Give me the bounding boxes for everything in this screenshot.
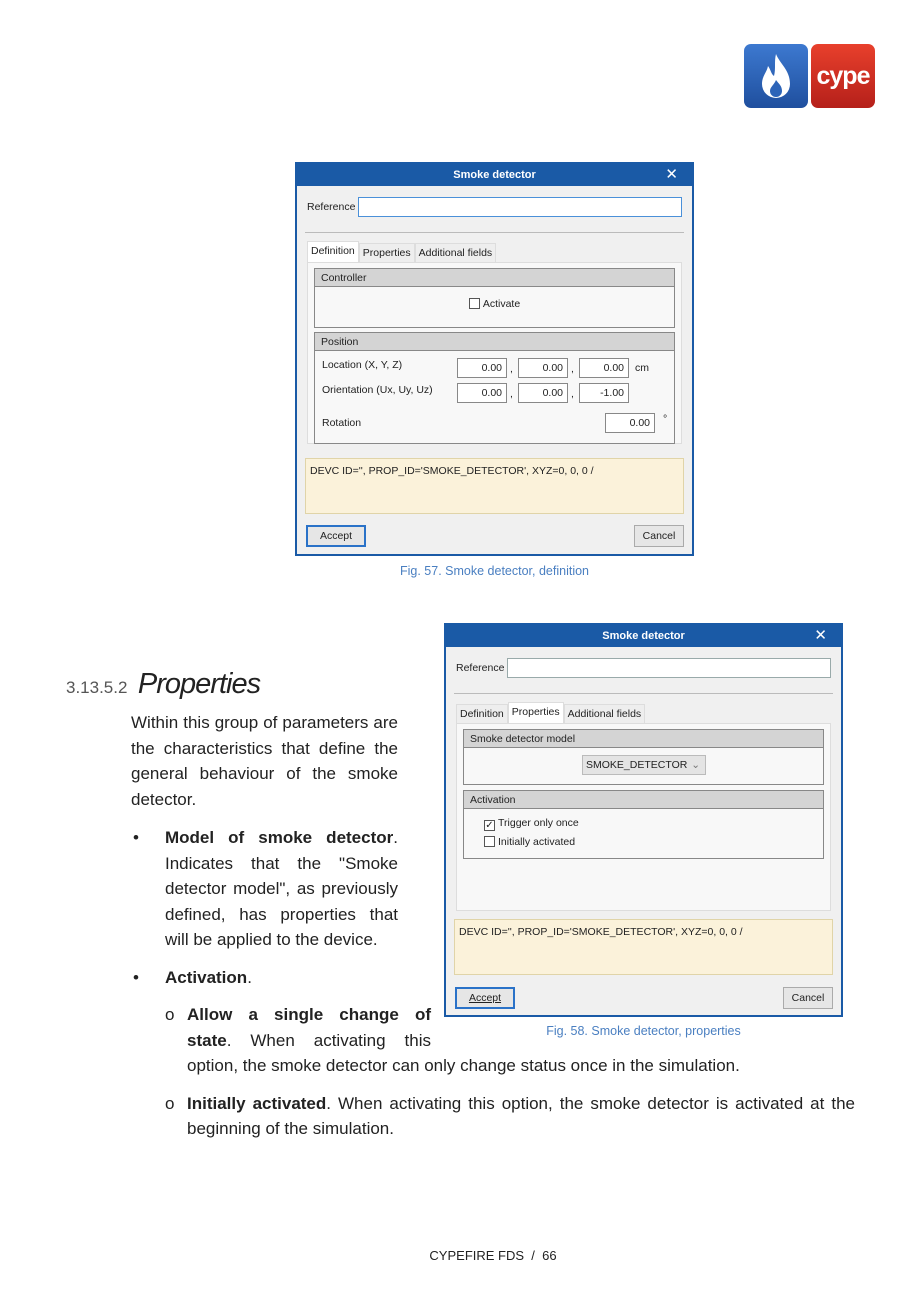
bullet-bold: Initially activated: [187, 1093, 327, 1113]
reference-label: Reference: [456, 662, 505, 674]
cancel-button[interactable]: Cancel: [634, 525, 684, 547]
sub-bullet-single-change: [131, 1002, 855, 1079]
orientation-z-input[interactable]: -1.00: [579, 383, 629, 403]
unit-label: cm: [635, 362, 649, 374]
separator: ,: [510, 363, 513, 375]
divider: [305, 232, 684, 233]
bullet-bold: Model of smoke detector: [165, 828, 394, 847]
accept-button[interactable]: Accept: [306, 525, 366, 547]
bullet-text: . When activating this option, the smoke detector can only change status once in the simulation.: [187, 1030, 740, 1075]
section-number: 3.13.5.2: [66, 678, 128, 697]
section-title: Properties: [137, 668, 261, 700]
initially-activated-label: Initially activated: [498, 836, 576, 848]
group-header: Controller: [315, 269, 674, 287]
position-group: [314, 332, 675, 444]
bullet-bold: Allow a single change of state: [187, 1005, 431, 1050]
sub-bullet-initially-activated: [131, 1091, 855, 1142]
float-spacer: [431, 1002, 855, 1052]
dialog-title: Smoke detector: [602, 630, 685, 642]
code-preview: DEVC ID='', PROP_ID='SMOKE_DETECTOR', XYZ=0, 0, 0 /: [454, 919, 833, 975]
location-z-input[interactable]: 0.00: [579, 358, 629, 378]
title-bar: [446, 625, 841, 647]
figure-caption: Fig. 57. Smoke detector, definition: [400, 564, 589, 578]
rotation-label: Rotation: [322, 417, 362, 429]
bullet-text: . Indicates that the "Smoke detector model", as previously defined, has properties that will be applied to the device.: [165, 828, 398, 949]
bullet-activation: [131, 965, 398, 991]
bullet-model: [131, 825, 398, 953]
intro-paragraph: Within this group of parameters are the characteristics that define the general behaviour of the smoke detector.: [131, 713, 398, 809]
cype-logo: [811, 44, 875, 108]
model-selected-value: SMOKE_DETECTOR: [586, 759, 688, 771]
accept-button[interactable]: Accept: [455, 987, 515, 1009]
code-preview: DEVC ID='', PROP_ID='SMOKE_DETECTOR', XYZ=0, 0, 0 /: [305, 458, 684, 514]
activate-label: Activate: [482, 298, 521, 310]
title-bar: [297, 164, 692, 186]
reference-label: Reference: [307, 201, 356, 213]
flame-logo-icon: [744, 44, 808, 108]
orientation-x-input[interactable]: 0.00: [457, 383, 507, 403]
bullet-icon: •: [133, 967, 139, 987]
checkbox-icon: [469, 298, 480, 309]
dialog-title: Smoke detector: [453, 169, 536, 181]
separator: ,: [571, 363, 574, 375]
tab-properties[interactable]: Properties: [508, 702, 564, 723]
unit-label: °: [663, 413, 668, 425]
location-y-input[interactable]: 0.00: [518, 358, 568, 378]
controller-group: [314, 268, 675, 328]
section-body: [131, 710, 855, 1142]
rotation-input[interactable]: 0.00: [605, 413, 655, 433]
tab-additional-fields[interactable]: Additional fields: [564, 704, 646, 723]
cancel-button[interactable]: Cancel: [783, 987, 833, 1009]
close-icon[interactable]: ✕: [665, 166, 678, 183]
tab-properties[interactable]: Properties: [359, 243, 415, 262]
tab-definition[interactable]: Definition: [456, 704, 508, 723]
location-label: Location (X, Y, Z): [322, 359, 403, 371]
trigger-once-label: Trigger only once: [498, 817, 579, 829]
tab-definition[interactable]: Definition: [307, 241, 359, 262]
group-header: Smoke detector model: [464, 730, 823, 748]
bullet-text: . When activating this option, the smoke detector is activated at the beginning of the simulation.: [187, 1093, 855, 1138]
orientation-label: Orientation (Ux, Uy, Uz): [322, 384, 433, 396]
sub-bullet-icon: o: [165, 1093, 175, 1113]
bullet-text: .: [247, 967, 252, 987]
logo-text: cype: [816, 61, 870, 90]
orientation-y-input[interactable]: 0.00: [518, 383, 568, 403]
sub-bullet-icon: o: [165, 1005, 175, 1024]
smoke-detector-dialog-definition: [295, 162, 694, 556]
tab-panel: [307, 262, 682, 444]
figure-caption: Fig. 58. Smoke detector, properties: [546, 1024, 741, 1038]
section-heading: [66, 668, 260, 701]
reference-input[interactable]: [358, 197, 682, 217]
separator: ,: [571, 388, 574, 400]
tab-bar: [307, 243, 496, 262]
close-icon[interactable]: ✕: [814, 627, 827, 644]
page-footer: CYPEFIRE FDS / 66: [429, 1248, 557, 1263]
checkbox-checked-icon: ✓: [485, 820, 494, 831]
chevron-down-icon: ⌄: [691, 759, 700, 771]
group-header: Position: [315, 333, 674, 351]
reference-input[interactable]: [507, 658, 831, 678]
bullet-icon: •: [133, 828, 139, 847]
tab-additional-fields[interactable]: Additional fields: [415, 243, 497, 262]
divider: [454, 693, 833, 694]
activate-checkbox[interactable]: [315, 287, 674, 310]
group-header: Activation: [464, 791, 823, 809]
bullet-bold: Activation: [165, 967, 248, 987]
location-x-input[interactable]: 0.00: [457, 358, 507, 378]
separator: ,: [510, 388, 513, 400]
